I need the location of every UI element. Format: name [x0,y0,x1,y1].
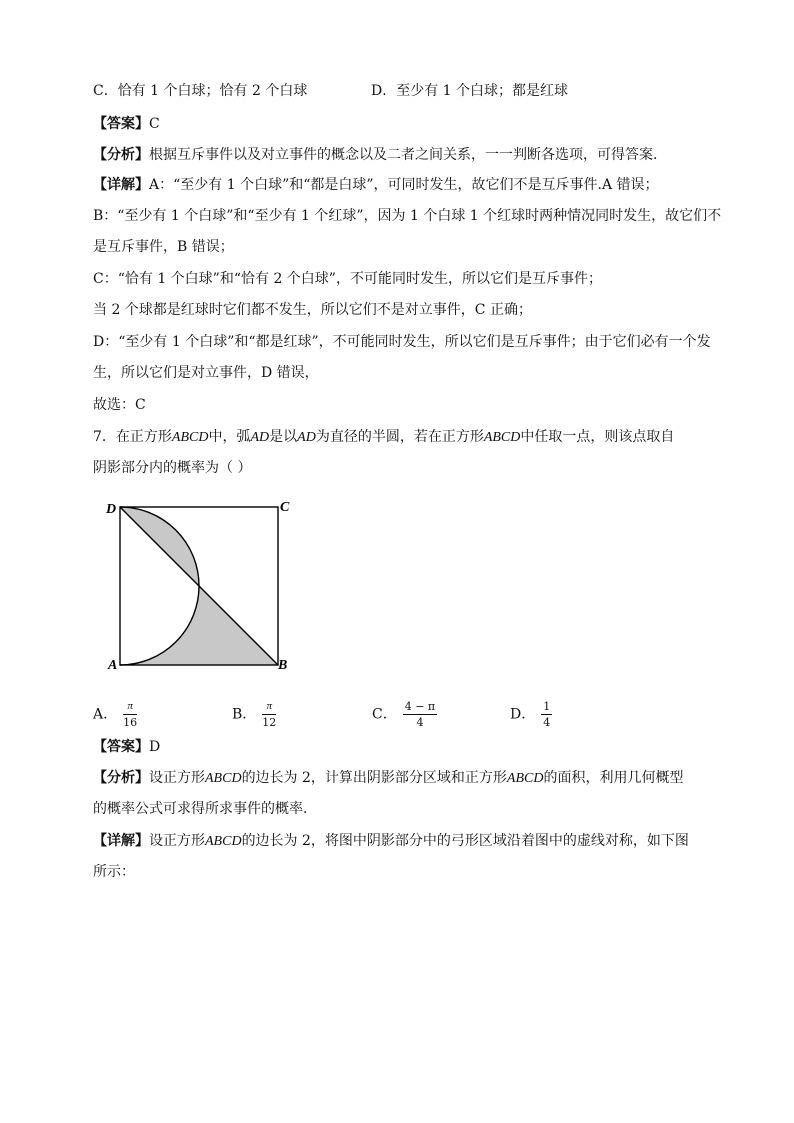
answer2-tag: 【答案】 [93,739,149,755]
option-d-line [371,81,568,101]
analysis2-t2: 的边长为 2，计算出阴影部分区域和正方形 [241,770,507,786]
analysis-tag: 【分析】 [93,147,149,163]
detail2-t1: 设正方形 [149,833,205,849]
analysis2-abcd2: ABCD [506,771,544,786]
q7-ad2: AD [297,430,316,445]
answer-tag: 【答案】 [93,116,149,132]
choice-b[interactable] [232,700,276,729]
choice-c-fraction [403,700,437,729]
choice-d-fraction [541,700,552,729]
option-c-line [93,81,307,101]
detail-1-d2 [93,363,319,383]
answer2-value: D [149,739,161,755]
choose-1 [93,395,146,415]
detail-d1-text: D：“至少有 1 个白球”和“都是红球”，不可能同时发生，所以它们是互斥事件；由于它们必有一个发 [93,334,711,350]
detail2-t2: 的边长为 2，将图中阴影部分中的弓形区域沿着图中的虚线对称，如下图 [241,833,689,849]
option-c-text: C．恰有 1 个白球；恰有 2 个白球 [93,83,308,99]
choice-b-den: 12 [262,716,277,729]
detail-c1-text: C：“恰有 1 个白球”和“恰有 2 个白球”，不可能同时发生，所以它们是互斥事件； [93,271,602,287]
choice-a-num: π [123,700,137,715]
choice-a-label: A． [93,706,118,723]
q7-part4: 为直径的半圆，若在正方形 [315,429,484,445]
choose-text: 故选：C [93,397,146,413]
label-c: C [280,500,290,515]
q7-abcd2: ABCD [483,430,521,445]
answer-2 [93,737,160,757]
choice-d-num: 1 [543,700,551,713]
detail-1-b2 [93,237,234,257]
q7-line2-text: 阴影部分内的概率为（ ） [93,460,252,476]
answer-value: C [149,116,160,132]
detail2-abcd: ABCD [205,834,242,849]
choice-c-num: 4 − π [404,700,436,713]
choice-b-label: B． [232,706,257,723]
answer-1 [93,114,160,134]
detail-b1-text: B：“至少有 1 个白球”和“至少有 1 个红球”，因为 1 个白球 1 个红球时两种情况同时发生，故它们不 [93,208,722,224]
detail-1-c1 [93,269,602,289]
choice-a-fraction [123,700,137,729]
analysis-2-line1 [93,768,683,789]
choice-b-fraction [262,700,276,729]
detail-1-b1 [93,206,721,226]
geometry-figure [100,495,300,675]
label-d: D [106,502,117,517]
detail-1-d1 [93,332,711,352]
detail2-tag: 【详解】 [93,833,149,849]
label-b: B [278,658,288,673]
choice-a[interactable] [93,700,137,729]
detail2-line2-text: 所示： [93,864,135,880]
detail-b2-text: 是互斥事件，B 错误； [93,239,234,255]
analysis2-abcd: ABCD [205,771,242,786]
analysis-1 [93,145,657,165]
analysis-text: 根据互斥事件以及对立事件的概念以及二者之间关系，一一判断各选项，可得答案. [149,147,658,163]
question-7-line1 [93,427,674,448]
choice-a-den: 16 [123,716,138,729]
label-a: A [108,658,118,673]
detail-d2-text: 生，所以它们是对立事件，D 错误， [93,365,319,381]
detail-text: A：“至少有 1 个白球”和“都是白球”，可同时发生，故它们不是互斥事件.A 错误； [149,177,659,193]
detail-2-line1 [93,831,689,852]
detail-2-line2 [93,862,135,882]
question-7-line2 [93,458,251,478]
choice-d-den: 4 [543,716,551,729]
detail-tag: 【详解】 [93,177,149,193]
choice-c-label: C． [372,706,397,723]
analysis2-tag: 【分析】 [93,770,149,786]
question-number: 7． [93,429,116,445]
q7-abcd: ABCD [171,430,209,445]
option-d-text: D．至少有 1 个白球；都是红球 [371,83,569,99]
analysis2-t3: 的面积，利用几何概型 [543,770,684,786]
q7-part2: 中，弧 [208,429,251,445]
choice-c-den: 4 [416,716,424,729]
analysis2-t1: 设正方形 [149,770,205,786]
detail-1-a [93,175,659,195]
choice-c[interactable] [372,700,437,729]
q7-part5: 中任取一点，则该点取自 [520,429,675,445]
q7-part3: 是以 [269,429,298,445]
q7-part1: 在正方形 [115,429,172,445]
shaded-region-lower [120,586,278,665]
choice-b-num: π [262,700,276,715]
choice-d-label: D． [510,706,536,723]
choice-d[interactable] [510,700,552,729]
analysis2-line2-text: 的概率公式可求得所求事件的概率. [93,801,308,817]
q7-ad: AD [250,430,270,445]
detail-1-c2 [93,300,532,320]
detail-c2-text: 当 2 个球都是红球时它们都不发生，所以它们不是对立事件，C 正确； [93,302,532,318]
analysis-2-line2 [93,799,307,819]
